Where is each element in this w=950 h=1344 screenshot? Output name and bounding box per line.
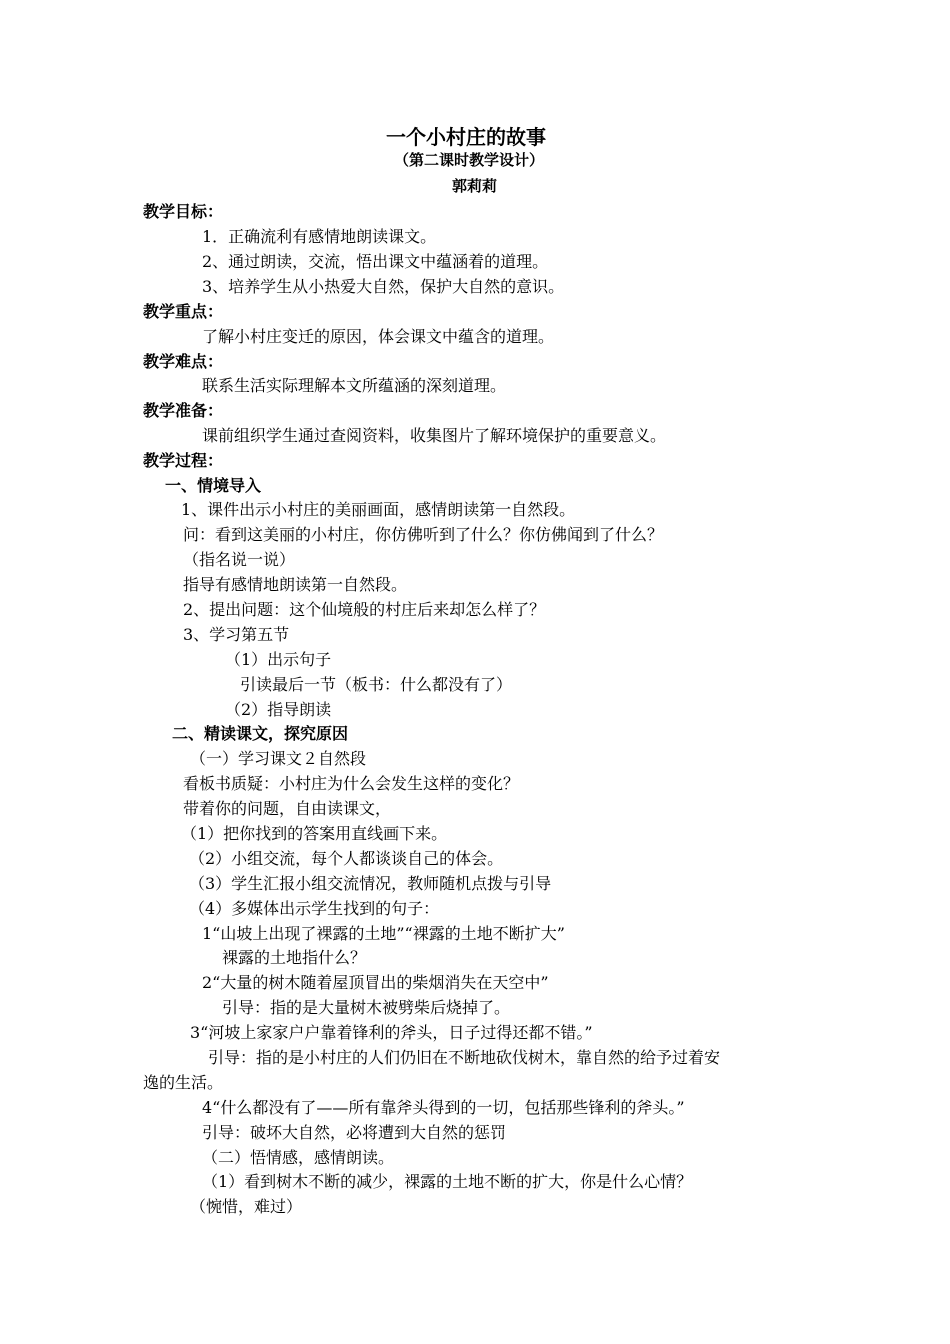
- part2-line: （二）悟情感，感情朗读。: [202, 1148, 395, 1167]
- goal-item: 2、通过朗读，交流，悟出课文中蕴涵着的道理。: [202, 252, 549, 271]
- key-points-text: 了解小村庄变迁的原因，体会课文中蕴含的道理。: [202, 327, 555, 346]
- goal-item: 1．正确流利有感情地朗读课文。: [202, 227, 437, 246]
- part2-line: （一）学习课文２自然段: [190, 749, 367, 768]
- document-title: 一个小村庄的故事: [386, 125, 546, 149]
- document-author: 郭莉莉: [452, 177, 498, 195]
- process-heading: 教学过程：: [143, 451, 224, 470]
- part2-heading: 二、精读课文，探究原因: [172, 724, 349, 743]
- part1-line: 2、提出问题：这个仙境般的村庄后来却怎么样了？: [183, 600, 546, 619]
- part2-line: 逸的生活。: [143, 1073, 224, 1092]
- part2-line: 引导：破坏大自然，必将遭到大自然的惩罚: [202, 1123, 507, 1142]
- key-points-heading: 教学重点：: [143, 302, 224, 321]
- part2-line: 2“大量的树木随着屋顶冒出的柴烟消失在天空中”: [202, 973, 549, 992]
- part2-line: （1）看到树木不断的减少，裸露的土地不断的扩大，你是什么心情？: [202, 1172, 693, 1191]
- part2-line: （2）小组交流，每个人都谈谈自己的体会。: [189, 849, 504, 868]
- difficulty-text: 联系生活实际理解本文所蕴涵的深刻道理。: [202, 376, 507, 395]
- part2-line: （4）多媒体出示学生找到的句子：: [189, 899, 440, 918]
- part2-line: 3“河坡上家家户户靠着锋利的斧头，日子过得还都不错。”: [190, 1023, 593, 1042]
- part2-line: 带着你的问题，自由读课文，: [183, 799, 392, 818]
- part2-line: 引导：指的是小村庄的人们仍旧在不断地砍伐树木，靠自然的给予过着安: [208, 1048, 721, 1067]
- part1-line: （2）指导朗读: [225, 700, 332, 719]
- part1-line: 问：看到这美丽的小村庄，你仿佛听到了什么？你仿佛闻到了什么？: [183, 525, 664, 544]
- part1-line: （1）出示句子: [225, 650, 332, 669]
- part2-line: 1“山坡上出现了裸露的土地”“裸露的土地不断扩大”: [202, 924, 565, 943]
- part2-line: （1）把你找到的答案用直线画下来。: [181, 824, 448, 843]
- part1-heading: 一、情境导入: [165, 476, 262, 495]
- part2-line: 看板书质疑：小村庄为什么会发生这样的变化？: [183, 774, 520, 793]
- part1-line: 引读最后一节（板书：什么都没有了）: [240, 675, 513, 694]
- part2-line: （惋惜，难过）: [190, 1197, 303, 1216]
- part1-line: （指名说一说）: [183, 550, 296, 569]
- part2-line: 裸露的土地指什么？: [222, 948, 367, 967]
- document-subtitle: （第二课时教学设计）: [394, 151, 545, 169]
- preparation-heading: 教学准备：: [143, 401, 224, 420]
- part1-line: 1、课件出示小村庄的美丽画面，感情朗读第一自然段。: [181, 500, 576, 519]
- goal-item: 3、培养学生从小热爱大自然，保护大自然的意识。: [202, 277, 565, 296]
- part1-line: 指导有感情地朗读第一自然段。: [183, 575, 408, 594]
- preparation-text: 课前组织学生通过查阅资料，收集图片了解环境保护的重要意义。: [202, 426, 667, 445]
- goals-heading: 教学目标：: [143, 202, 224, 221]
- part2-line: 引导：指的是大量树木被劈柴后烧掉了。: [222, 998, 511, 1017]
- part2-line: 4“什么都没有了——所有靠斧头得到的一切，包括那些锋利的斧头。”: [202, 1098, 685, 1117]
- part1-line: 3、学习第五节: [183, 625, 290, 644]
- difficulty-heading: 教学难点：: [143, 352, 224, 371]
- part2-line: （3）学生汇报小组交流情况，教师随机点拨与引导: [189, 874, 552, 893]
